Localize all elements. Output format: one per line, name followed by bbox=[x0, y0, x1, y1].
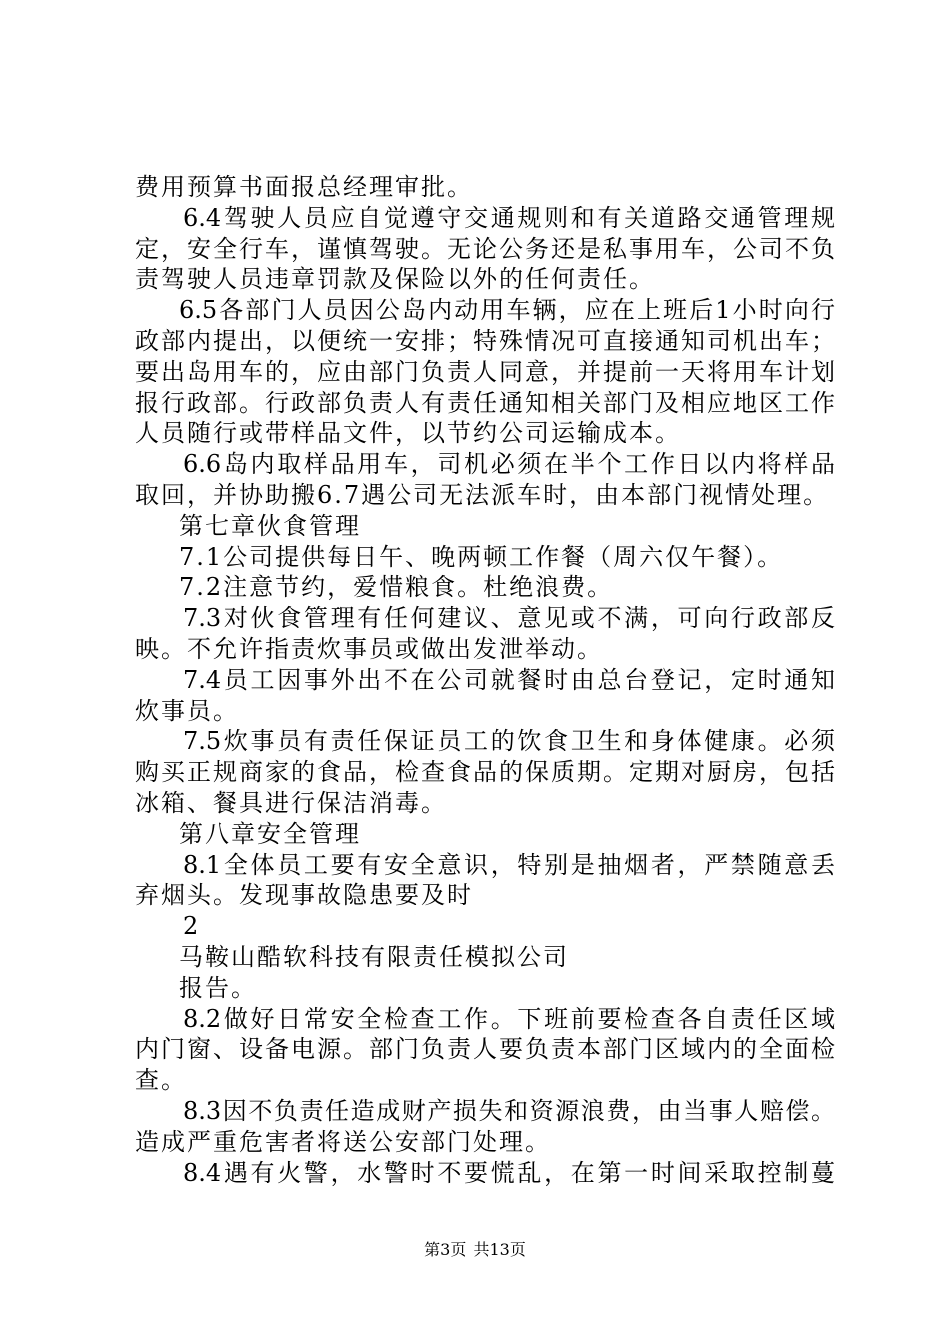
page-number: 第3页 bbox=[424, 1240, 467, 1259]
text-line: 映。不允许指责炊事员或做出发泄举动。 bbox=[135, 634, 603, 663]
text-line: 8.1全体员工要有安全意识，特别是抽烟者，严禁随意丢 bbox=[183, 850, 835, 879]
document-body bbox=[135, 172, 835, 1188]
page-footer bbox=[0, 1237, 950, 1260]
text-line: 定，安全行车，谨慎驾驶。无论公务还是私事用车，公司不负 bbox=[135, 234, 835, 263]
text-line: 报行政部。行政部负责人有责任通知相关部门及相应地区工作 bbox=[135, 388, 835, 417]
text-line: 炊事员。 bbox=[135, 696, 239, 725]
text-line: 费用预算书面报总经理审批。 bbox=[135, 173, 473, 201]
text-line: 购买正规商家的食品，检查食品的保质期。定期对厨房，包括 bbox=[135, 758, 835, 787]
text-line: 人员随行或带样品文件，以节约公司运输成本。 bbox=[135, 419, 681, 448]
text-line: 马鞍山酷软科技有限责任模拟公司 bbox=[179, 942, 569, 971]
text-line: 7.4员工因事外出不在公司就餐时由总台登记，定时通知 bbox=[183, 665, 835, 694]
text-line: 8.2做好日常安全检查工作。下班前要检查各自责任区域 bbox=[183, 1004, 835, 1033]
text-line: 冰箱、餐具进行保洁消毒。 bbox=[135, 788, 447, 817]
text-line: 6.6岛内取样品用车，司机必须在半个工作日以内将样品 bbox=[183, 450, 835, 479]
text-line: 8.4遇有火警，水警时不要慌乱，在第一时间采取控制蔓 bbox=[183, 1158, 835, 1187]
text-line: 取回，并协助搬6.7遇公司无法派车时，由本部门视情处理。 bbox=[135, 480, 830, 509]
text-line: 7.1公司提供每日午、晚两顿工作餐（周六仅午餐）。 bbox=[179, 542, 784, 571]
text-line: 第七章伙食管理 bbox=[179, 511, 361, 540]
text-line: 第八章安全管理 bbox=[179, 819, 361, 848]
text-line: 2 bbox=[183, 912, 201, 941]
text-line: 责驾驶人员违章罚款及保险以外的任何责任。 bbox=[135, 265, 655, 294]
text-line: 政部内提出，以便统一安排；特殊情况可直接通知司机出车； bbox=[135, 326, 835, 355]
text-line: 查。 bbox=[135, 1066, 187, 1095]
text-line: 内门窗、设备电源。部门负责人要负责本部门区域内的全面检 bbox=[135, 1035, 835, 1064]
text-line: 报告。 bbox=[179, 973, 257, 1002]
text-line: 造成严重危害者将送公安部门处理。 bbox=[135, 1127, 551, 1156]
text-line: 7.5炊事员有责任保证员工的饮食卫生和身体健康。必须 bbox=[183, 727, 835, 756]
text-line: 7.2注意节约，爱惜粮食。杜绝浪费。 bbox=[179, 573, 614, 602]
text-line: 7.3对伙食管理有任何建议、意见或不满，可向行政部反 bbox=[183, 604, 835, 633]
text-line: 6.5各部门人员因公岛内动用车辆，应在上班后1小时向行 bbox=[179, 296, 835, 325]
text-line: 要出岛用车的，应由部门负责人同意，并提前一天将用车计划 bbox=[135, 357, 835, 386]
text-line: 6.4驾驶人员应自觉遵守交通规则和有关道路交通管理规 bbox=[183, 203, 835, 232]
text-line: 弃烟头。发现事故隐患要及时 bbox=[135, 881, 473, 910]
text-line: 8.3因不负责任造成财产损失和资源浪费，由当事人赔偿。 bbox=[183, 1096, 835, 1125]
page-total: 共13页 bbox=[473, 1240, 526, 1259]
